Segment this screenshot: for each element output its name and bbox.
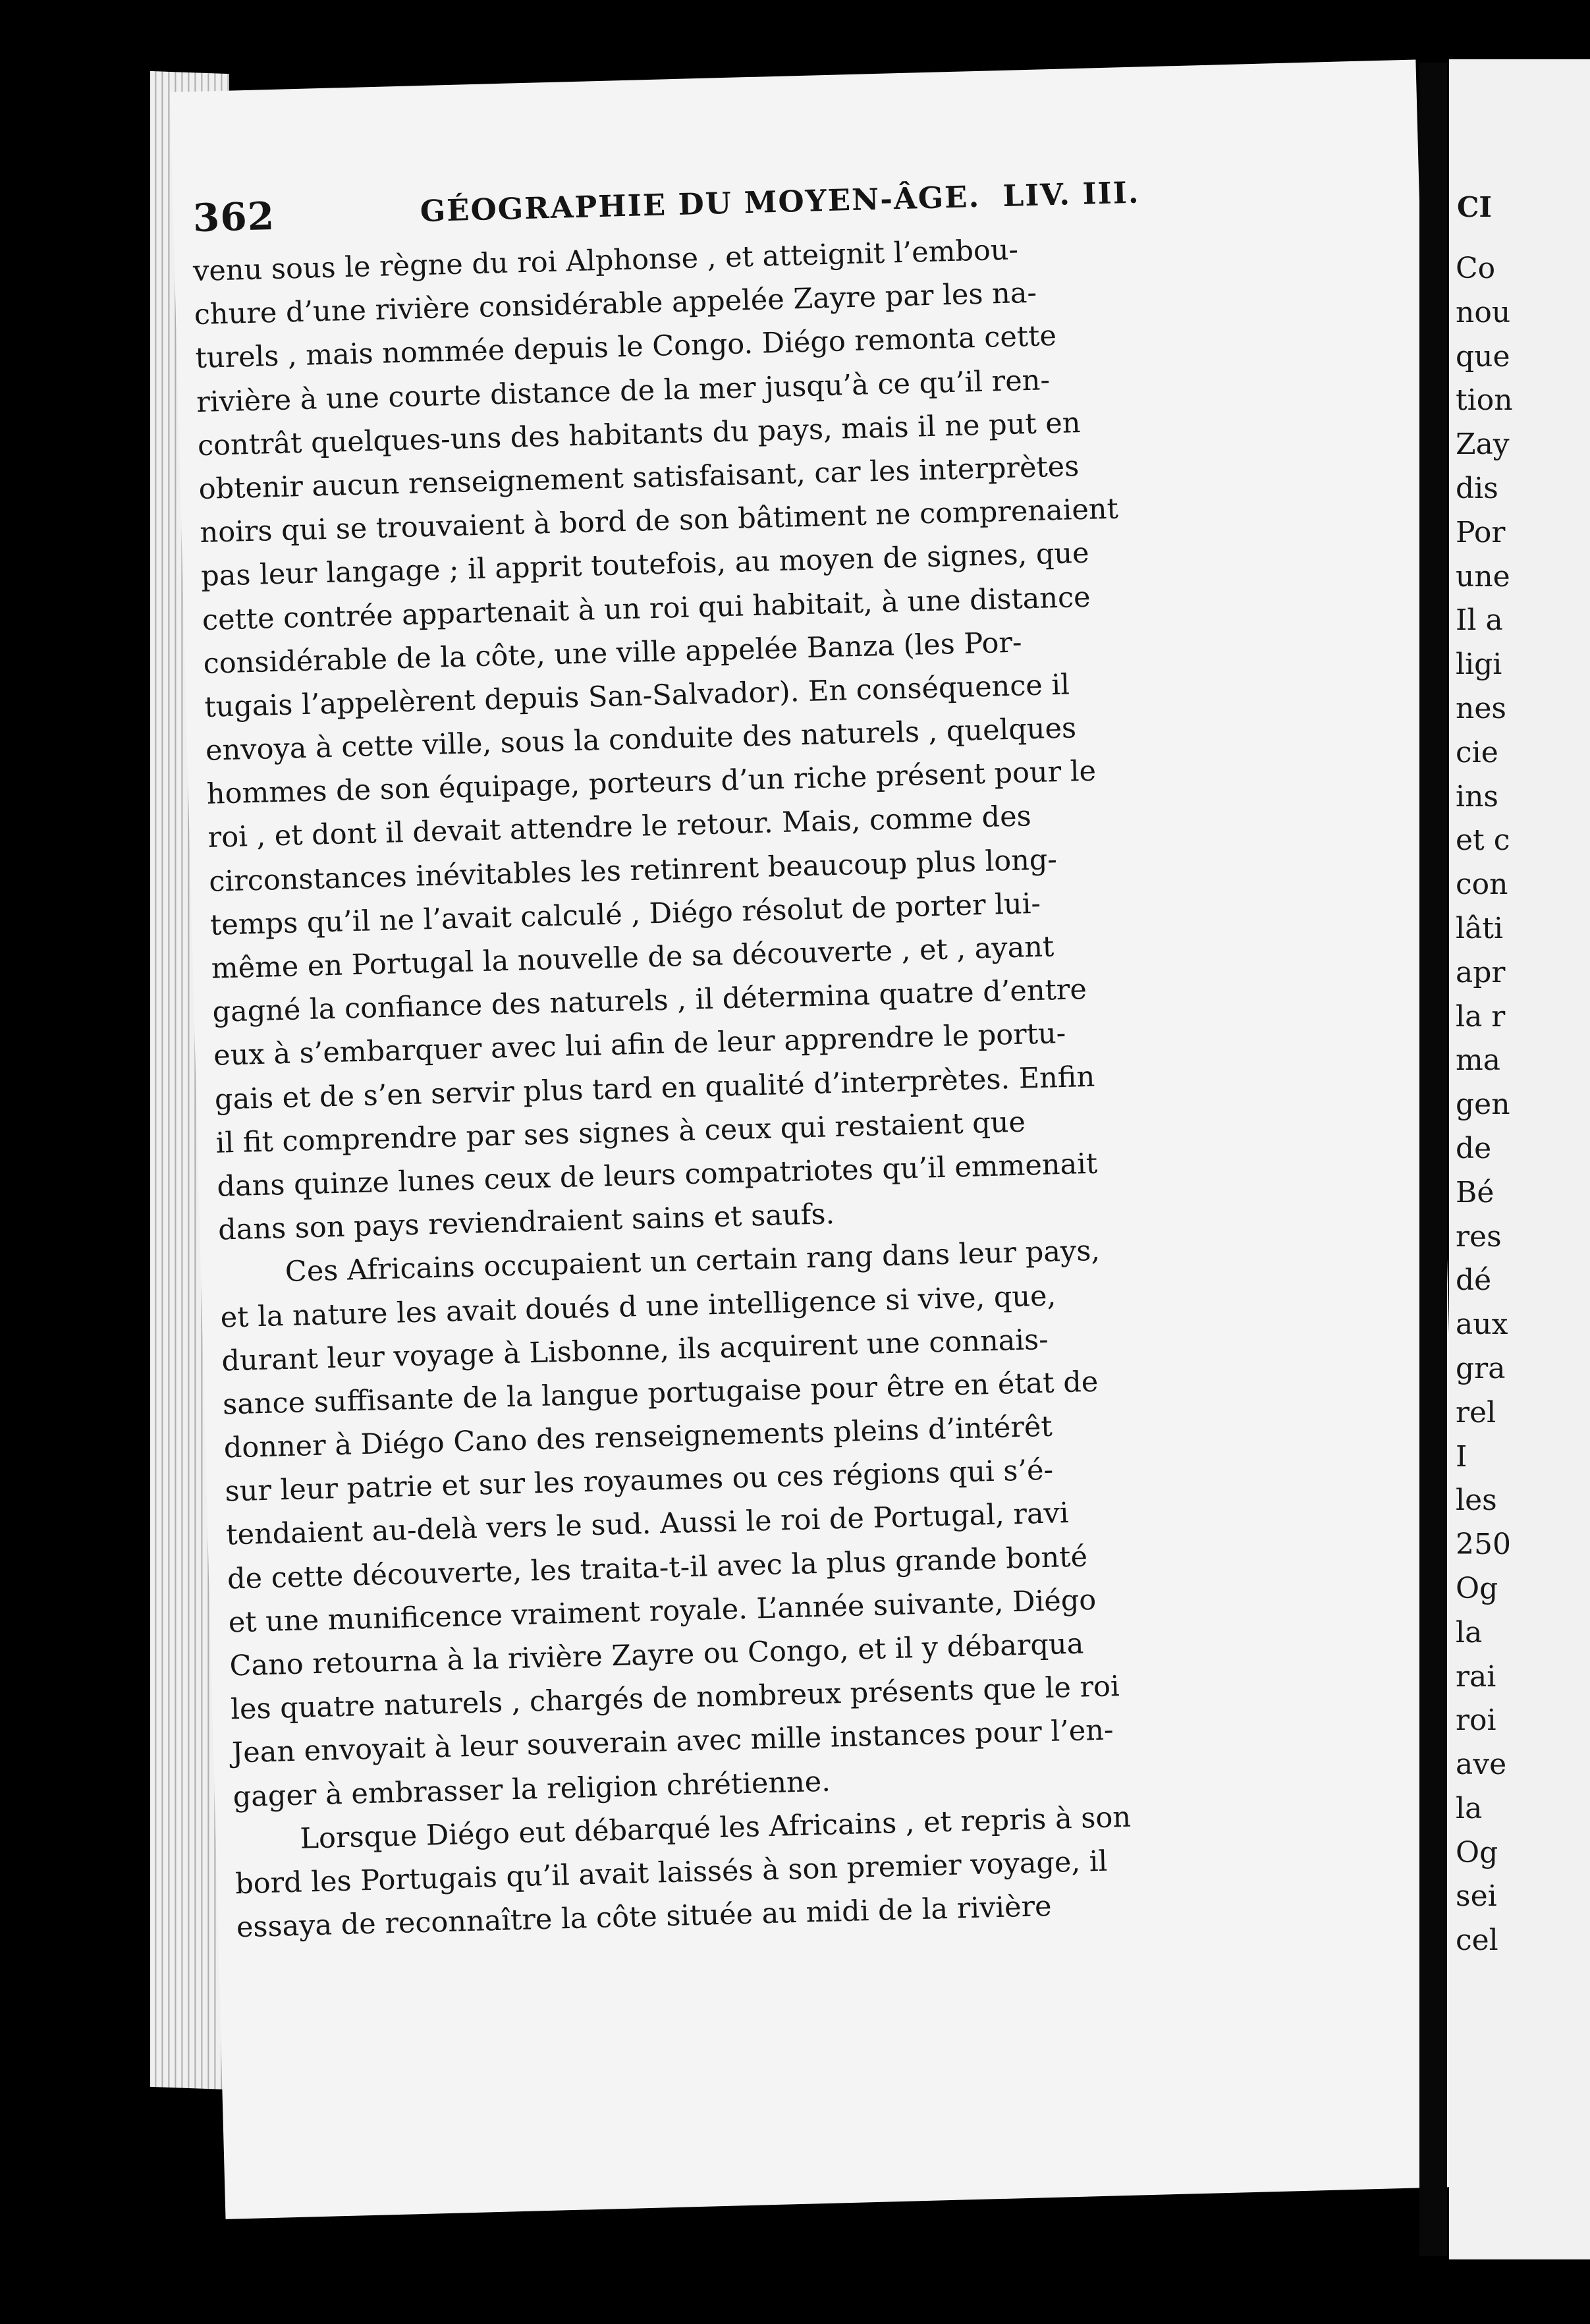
right-text-line: tion <box>1456 383 1513 418</box>
right-text-line: une <box>1456 559 1510 594</box>
right-page-text <box>1456 247 1590 1963</box>
right-text-line: la r <box>1456 999 1506 1034</box>
text-line: gais et de s’en servir plus tard en qualité d’interprètes. Enfin <box>214 1060 1095 1117</box>
text-line: tendaient au-delà vers le sud. Aussi le roi de Portugal, ravi <box>225 1497 1070 1552</box>
right-page-heading: CI <box>1457 191 1493 223</box>
right-text-line: con <box>1456 868 1508 902</box>
right-text-line: 250 <box>1456 1528 1511 1562</box>
text-line: circonstances inévitables les retinrent beaucoup plus long- <box>208 843 1058 899</box>
paragraph-start-line: Ces Africains occupaient un certain rang dans leur pays, <box>285 1234 1101 1289</box>
text-line: pas leur langage ; il apprit toutefois, au moyen de signes, que <box>200 537 1090 594</box>
right-text-line: sei <box>1456 1879 1497 1914</box>
binding-gutter <box>1419 63 1447 2256</box>
right-text-line: apr <box>1456 955 1506 989</box>
right-text-line: I <box>1456 1439 1467 1474</box>
right-text-line: la <box>1456 1615 1483 1649</box>
left-page <box>170 59 1471 2219</box>
right-text-line: gra <box>1456 1351 1506 1385</box>
right-text-line: ma <box>1456 1043 1500 1078</box>
text-line: noirs qui se trouvaient à bord de son bâtiment ne comprenaient <box>199 492 1119 550</box>
paragraph-start-line: Lorsque Diégo eut débarqué les Africains , et repris à son <box>299 1800 1132 1856</box>
text-line: même en Portugal la nouvelle de sa découverte , et , ayant <box>211 930 1055 985</box>
text-line: hommes de son équipage, porteurs d’un riche présent pour le <box>206 754 1097 812</box>
section-label: LIV. III. <box>1002 175 1141 213</box>
text-line: Cano retourna à la rivière Zayre ou Congo, et il y débarqua <box>229 1627 1084 1683</box>
text-line: de cette découverte, les traita-t-il avec la plus grande bonté <box>227 1539 1088 1596</box>
body-text <box>192 219 1409 1950</box>
right-text-line: Og <box>1456 1835 1498 1869</box>
right-text-line: gen <box>1456 1088 1510 1122</box>
text-line: cette contrée appartenait à un roi qui habitait, à une distance <box>202 580 1091 637</box>
right-text-line: et c <box>1456 823 1510 858</box>
right-text-line: aux <box>1456 1308 1508 1342</box>
right-text-line: nou <box>1456 295 1511 329</box>
right-text-line: cel <box>1456 1923 1498 1958</box>
right-text-line: ave <box>1456 1748 1507 1782</box>
right-text-line: Og <box>1456 1571 1498 1605</box>
right-text-line: rai <box>1456 1659 1496 1694</box>
text-line: il fit comprendre par ses signes à ceux qui restaient que <box>215 1105 1026 1160</box>
right-text-line: rel <box>1456 1395 1496 1429</box>
right-text-line: la <box>1456 1791 1483 1825</box>
text-line: sur leur patrie et sur les royaumes ou ces régions qui s’é- <box>224 1453 1054 1508</box>
text-line: roi , et dont il devait attendre le retour. Mais, comme des <box>207 800 1032 855</box>
text-line: chure d’une rivière considérable appelée Zayre par les na- <box>194 276 1037 332</box>
right-text-line: Zay <box>1456 428 1510 462</box>
text-line: sance suffisante de la langue portugaise pour être en état de <box>222 1365 1099 1422</box>
text-line: dans son pays reviendraient sains et saufs. <box>217 1198 835 1247</box>
right-text-line: Co <box>1456 252 1496 285</box>
right-text-line: dé <box>1456 1263 1492 1298</box>
text-line: les quatre naturels , chargés de nombreux présents que le roi <box>230 1670 1120 1727</box>
running-title: GÉOGRAPHIE DU MOYEN-ÂGE. <box>420 179 981 229</box>
right-text-line: de <box>1456 1131 1492 1165</box>
right-text-line: cie <box>1456 735 1498 769</box>
text-line: donner à Diégo Cano des renseignements pleins d’intérêt <box>223 1410 1053 1465</box>
right-text-line: lâti <box>1456 911 1504 945</box>
right-text-line: que <box>1456 339 1510 374</box>
right-text-line: Il a <box>1456 603 1503 638</box>
text-line: durant leur voyage à Lisbonne, ils acquirent une connais- <box>221 1323 1049 1378</box>
text-line: Jean envoyait à leur souverain avec mille instances pour l’en- <box>231 1713 1114 1770</box>
right-text-line: Por <box>1456 515 1506 549</box>
text-line: et une munificence vraiment royale. L’année suivante, Diégo <box>228 1583 1097 1640</box>
text-line: eux à s’embarquer avec lui afin de leur apprendre le portu- <box>213 1017 1066 1073</box>
text-line: temps qu’il ne l’avait calculé , Diégo résolut de porter lui- <box>209 887 1041 942</box>
page-number: 362 <box>192 193 275 241</box>
text-line: bord les Portugais qu’il avait laissés à son premier voyage, il <box>234 1844 1108 1901</box>
right-text-line: Bé <box>1456 1175 1494 1209</box>
text-line: envoya à cette ville, sous la conduite des naturels , quelques <box>205 711 1077 767</box>
text-line: gager à embrasser la religion chrétienne. <box>233 1765 831 1813</box>
text-line: et la nature les avait doués d une intelligence si vive, que, <box>220 1279 1056 1335</box>
right-text-line: les <box>1456 1483 1497 1518</box>
text-line: venu sous le règne du roi Alphonse , et atteignit l’embou- <box>192 233 1019 289</box>
text-line: essaya de reconnaître la côte située au midi de la rivière <box>236 1890 1053 1945</box>
right-text-line: roi <box>1456 1703 1496 1738</box>
right-text-line: dis <box>1456 471 1498 505</box>
text-line: dans quinze lunes ceux de leurs compatriotes qu’il emmenait <box>216 1147 1098 1204</box>
text-line: obtenir aucun renseignement satisfaisant, car les interprètes <box>198 450 1080 506</box>
text-line: turels , mais nommée depuis le Congo. Diégo remonta cette <box>194 319 1057 375</box>
text-line: contrât quelques-uns des habitants du pays, mais il ne put en <box>197 406 1082 462</box>
right-text-line: res <box>1456 1219 1502 1254</box>
right-text-line: nes <box>1456 691 1506 725</box>
text-line: gagné la confiance des naturels , il détermina quatre d’entre <box>211 973 1087 1029</box>
text-line: rivière à une courte distance de la mer jusqu’à ce qu’il ren- <box>196 363 1051 419</box>
text-line: tugais l’appelèrent depuis San-Salvador). En conséquence il <box>204 668 1070 724</box>
text-line: considérable de la côte, une ville appelée Banza (les Por- <box>203 626 1023 680</box>
right-text-line: ins <box>1456 779 1498 814</box>
right-page-edge <box>1449 59 1590 2259</box>
right-text-line: ligi <box>1456 648 1502 682</box>
